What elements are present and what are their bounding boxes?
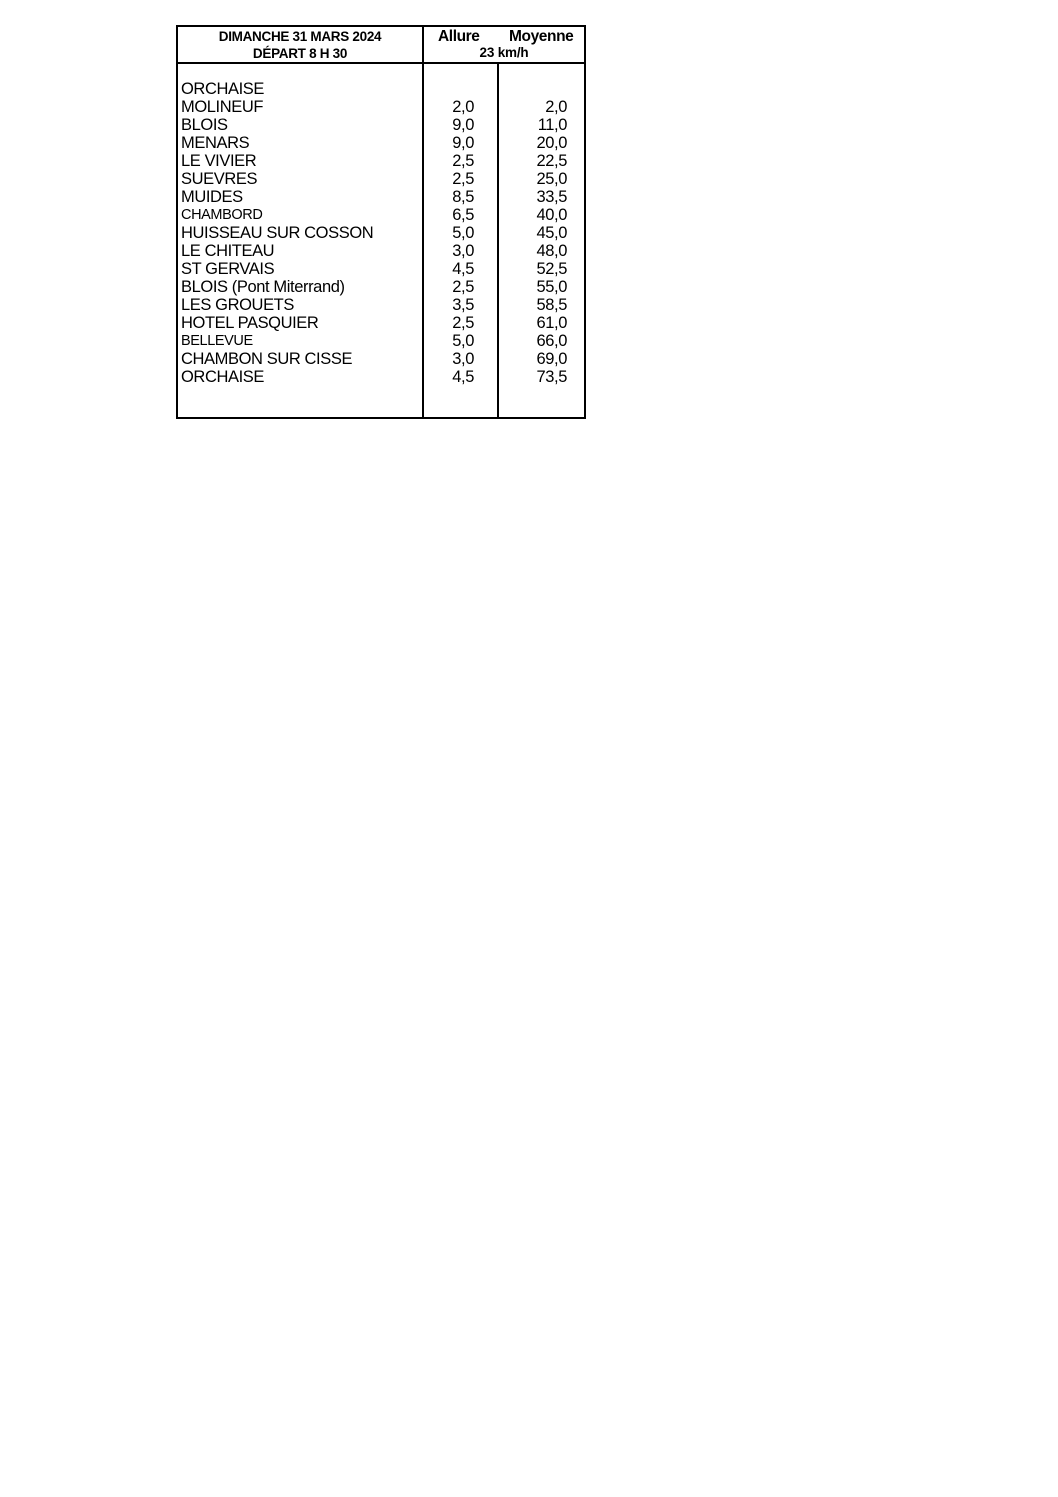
cumulative-distance: 52,5 [536,260,567,278]
waypoint-name: BELLEVUE [181,333,253,349]
cumulative-distance: 69,0 [536,350,567,368]
average-speed: 23 km/h [479,45,529,60]
waypoint-name: MUIDES [181,188,243,206]
table-row [178,98,584,116]
waypoint-name: BLOIS (Pont Miterrand) [181,278,345,296]
table-row [178,188,584,206]
segment-distance: 9,0 [452,134,474,152]
segment-distance: 5,0 [452,224,474,242]
route-table [176,25,586,419]
table-row [178,206,584,224]
table-row [178,260,584,278]
waypoint-name: ORCHAISE [181,368,264,386]
waypoint-name: ST GERVAIS [181,260,275,278]
table-row [178,332,584,350]
waypoint-name: HUISSEAU SUR COSSON [181,224,374,242]
cumulative-distance: 58,5 [536,296,567,314]
waypoint-name: BLOIS [181,116,228,134]
segment-distance: 4,5 [452,260,474,278]
segment-distance: 2,5 [452,170,474,188]
table-row [178,350,584,368]
table-row [178,224,584,242]
waypoint-name: SUEVRES [181,170,258,188]
table-row [178,242,584,260]
segment-distance: 3,5 [452,296,474,314]
segment-distance: 3,0 [452,242,474,260]
segment-distance: 6,5 [452,206,474,224]
cumulative-distance: 73,5 [536,368,567,386]
cumulative-distance: 25,0 [536,170,567,188]
cumulative-distance: 61,0 [536,314,567,332]
cumulative-distance: 48,0 [536,242,567,260]
cumulative-distance: 40,0 [536,206,567,224]
table-row [178,152,584,170]
table-row [178,296,584,314]
waypoint-name: LES GROUETS [181,296,294,314]
cumulative-distance: 22,5 [536,152,567,170]
table-row [178,170,584,188]
cumulative-distance: 33,5 [536,188,567,206]
waypoint-name: MOLINEUF [181,98,264,116]
cumulative-distance: 11,0 [537,116,567,134]
waypoint-name: LE VIVIER [181,152,257,170]
cumulative-distance: 2,0 [545,98,567,116]
segment-distance: 2,0 [452,98,474,116]
table-row [178,368,584,386]
segment-distance: 2,5 [452,314,474,332]
header-divider [178,62,584,64]
segment-distance: 3,0 [452,350,474,368]
departure-time: DÉPART 8 H 30 [252,46,348,61]
segment-distance: 9,0 [452,116,474,134]
table-row [178,80,584,98]
segment-distance: 2,5 [452,152,474,170]
cumulative-distance: 20,0 [536,134,567,152]
header-columns-block [424,27,584,62]
ride-date: DIMANCHE 31 MARS 2024 [218,29,382,44]
waypoint-name: CHAMBORD [181,207,263,223]
table-row [178,314,584,332]
waypoint-name: ORCHAISE [181,80,264,98]
segment-distance: 8,5 [452,188,474,206]
waypoint-name: CHAMBON SUR CISSE [181,350,353,368]
cumulative-distance: 66,0 [536,332,567,350]
column-header-allure: Allure [438,28,480,45]
header-title-block [178,27,422,62]
column-header-moyenne: Moyenne [509,28,574,45]
waypoint-name: LE CHITEAU [181,242,275,260]
segment-distance: 4,5 [452,368,474,386]
cumulative-distance: 45,0 [536,224,567,242]
table-row [178,134,584,152]
route-rows [178,80,584,386]
waypoint-name: HOTEL PASQUIER [181,314,319,332]
table-row [178,278,584,296]
cumulative-distance: 55,0 [536,278,567,296]
segment-distance: 5,0 [452,332,474,350]
segment-distance: 2,5 [452,278,474,296]
waypoint-name: MENARS [181,134,250,152]
table-row [178,116,584,134]
